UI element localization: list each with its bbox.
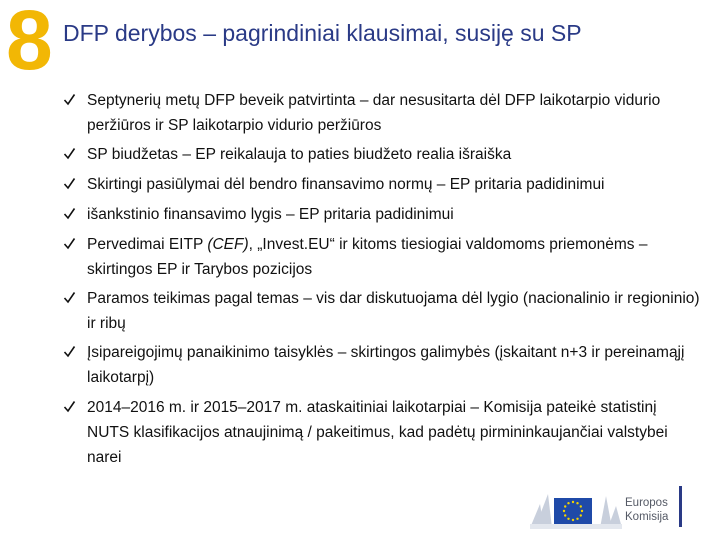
list-item [63, 142, 703, 167]
european-commission-logo [530, 484, 690, 530]
slide-title: DFP derybos – pagrindiniai klausimai, susiję su SP [63, 20, 582, 46]
bullet-text: 2014–2016 m. ir 2015–2017 m. ataskaitiniai laikotarpiai – Komisija pateikė statistinį NUTS klasifikacijos atnaujinimą / pakeitimus, kad padėtų pirmininkaujančiai valstybei narei [87, 399, 668, 466]
bullet-text: Skirtingi pasiūlymai dėl bendro finansavimo normų – EP pritaria padidinimui [87, 176, 605, 193]
list-item [63, 202, 703, 227]
list-item [63, 340, 703, 390]
bullet-text: Septynerių metų DFP beveik patvirtinta – dar nesusitarta dėl DFP laikotarpio vidurio peržiūros ir SP laikotarpio vidurio peržiūros [87, 92, 661, 134]
checkmark-icon [63, 202, 79, 227]
slide-number: 8 [6, 0, 53, 87]
list-item [63, 395, 703, 470]
bullet-list [63, 88, 703, 470]
bullet-text-prefix: Pervedimai EITP [87, 236, 208, 253]
bullet-text: SP biudžetas – EP reikalauja to paties biudžeto realia išraiška [87, 146, 512, 163]
list-item [63, 286, 703, 336]
logo-accent-bar [679, 486, 682, 527]
checkmark-icon [63, 286, 79, 311]
bullet-text: išankstinio finansavimo lygis – EP pritaria padidinimui [87, 206, 454, 223]
logo-text [625, 496, 668, 524]
logo-line-1: Europos [625, 497, 668, 509]
checkmark-icon [63, 340, 79, 365]
checkmark-icon [63, 172, 79, 197]
berlaymont-flag-icon [530, 484, 622, 530]
list-item [63, 172, 703, 197]
logo-line-2: Komisija [625, 511, 669, 523]
checkmark-icon [63, 232, 79, 257]
checkmark-icon [63, 142, 79, 167]
list-item [63, 88, 703, 138]
checkmark-icon [63, 88, 79, 113]
bullet-text-emphasis: (CEF) [207, 236, 249, 253]
list-item [63, 232, 703, 282]
bullet-text-suffix: , „Invest.EU“ ir kitoms tiesiogiai valdomoms priemonėms – skirtingos EP ir Tarybos pozicijos [87, 236, 648, 278]
bullet-text: Paramos teikimas pagal temas – vis dar diskutuojama dėl lygio (nacionalinio ir regioninio) ir ribų [87, 290, 700, 332]
bullet-text: Įsipareigojimų panaikinimo taisyklės – skirtingos galimybės (įskaitant n+3 ir pereinamąjį laikotarpį) [87, 344, 685, 386]
checkmark-icon [63, 395, 79, 420]
